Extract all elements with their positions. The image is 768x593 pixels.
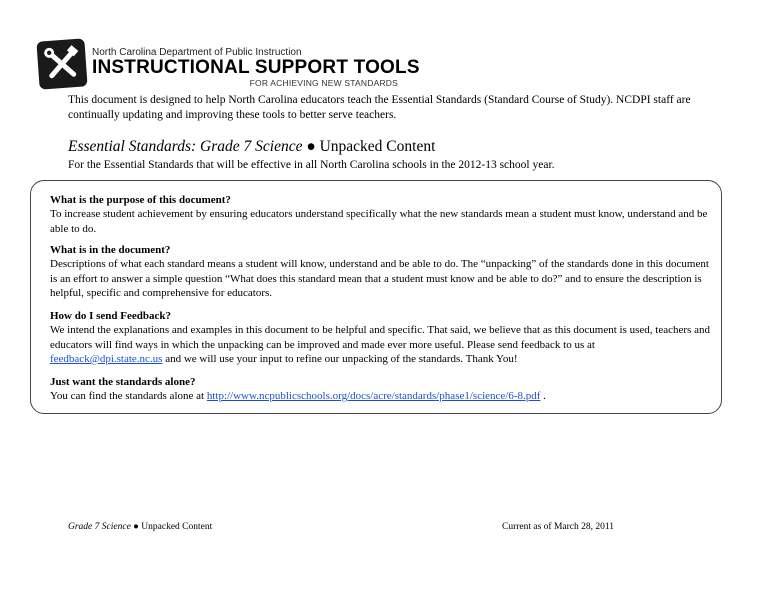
section-heading: What is the purpose of this document? [50,194,231,206]
section-heading: How do I send Feedback? [50,310,172,322]
section-heading: What is in the document? [50,244,171,256]
title-bullet: ● [302,138,320,155]
section-feedback [50,309,710,367]
section-standards [50,375,710,404]
page-subtitle: For the Essential Standards that will be effective in all North Carolina schools in the 2012-13 school year. [68,159,555,171]
feedback-text-before: We intend the explanations and examples in this document to be helpful and specific. That said, we believe that as this document is used, teachers and educators will find ways in which the unpacking can be improved and made ever more useful. Please send feedback to us at [50,324,710,351]
section-body: Descriptions of what each standard means a student will know, understand and be able to do. The “unpacking” of the standards done in this document is an effort to answer a simple question “What does this standard mean that a student must know and be able to do?” and to ensure the description is helpful, specific and comprehensive for educators. [50,258,709,299]
standards-text-before: You can find the standards alone at [50,390,207,402]
footer-grade: Grade 7 Science [68,522,131,532]
page-title-italic: Essential Standards: Grade 7 Science [68,138,303,155]
logo-title: INSTRUCTIONAL SUPPORT TOOLS [92,57,420,78]
standards-text-after: . [540,390,546,402]
feedback-email-link[interactable]: feedback@dpi.state.nc.us [50,353,163,365]
intro-paragraph: This document is designed to help North Carolina educators teach the Essential Standards (Standard Course of Study). NCDPI staff are continually updating and improving these tools to better serve teachers. [68,94,691,121]
page-title-rest: Unpacked Content [319,138,436,155]
logo-subtitle: FOR ACHIEVING NEW STANDARDS [249,78,398,88]
section-body: To increase student achievement by ensuring educators understand specifically what the new standards mean a student must know, understand and be able to do. [50,208,708,235]
feedback-text-after: and we will use your input to refine our unpacking of the standards. Thank You! [162,353,518,365]
standards-pdf-link[interactable]: http://www.ncpublicschools.org/docs/acre/standards/phase1/science/6-8.pdf [206,390,541,402]
section-heading: Just want the standards alone? [50,376,196,388]
header-logo [38,40,438,88]
section-purpose [50,193,710,236]
section-contents [50,243,710,301]
footer-label: ● Unpacked Content [130,522,213,532]
org-name: North Carolina Department of Public Instruction [92,47,302,58]
footer-date: Current as of March 28, 2011 [502,522,615,532]
footer-left [68,522,212,532]
section-body [50,323,710,367]
section-body [50,389,710,404]
tools-icon [36,38,87,89]
page-title [68,138,435,156]
